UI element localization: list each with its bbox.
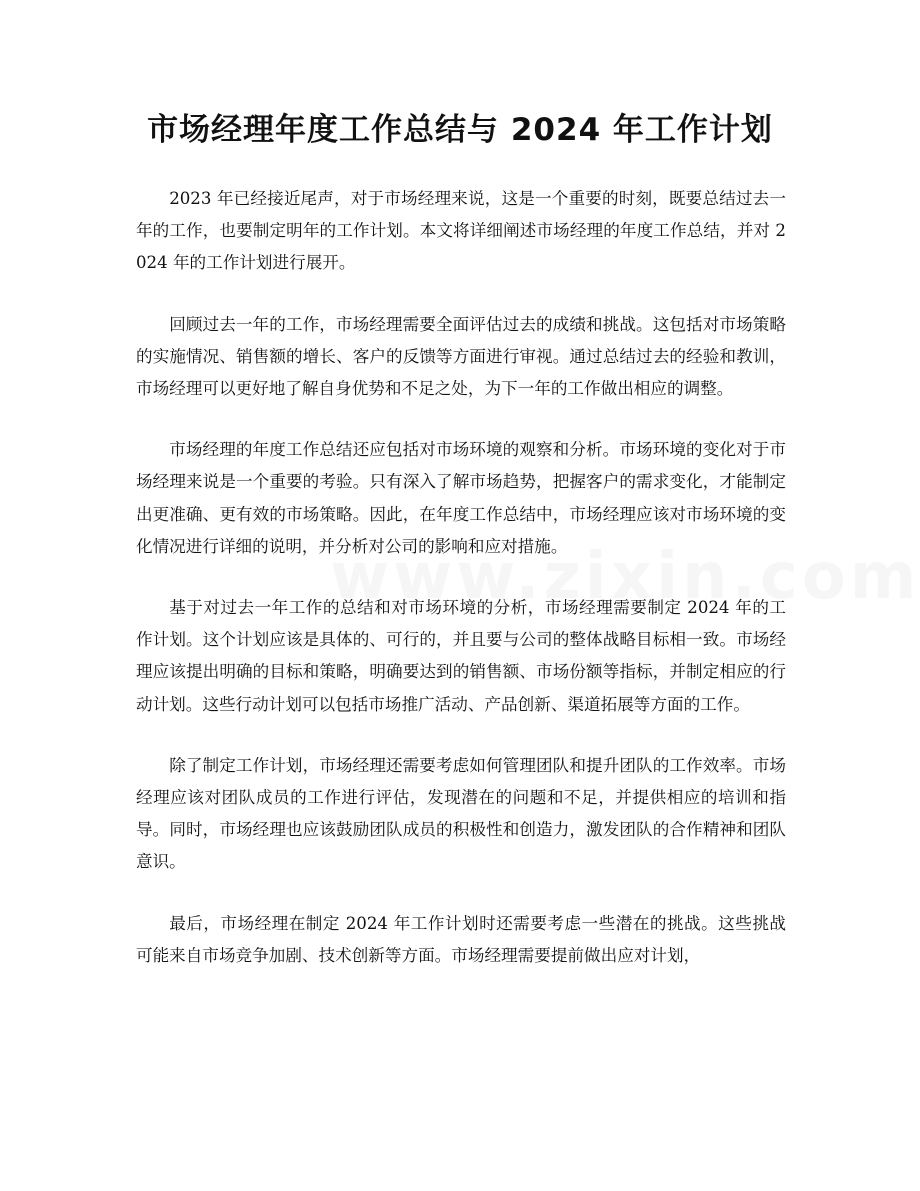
paragraph-market-analysis: 市场经理的年度工作总结还应包括对市场环境的观察和分析。市场环境的变化对于市场经理来说是一个重要的考验。只有深入了解市场趋势，把握客户的需求变化，才能制定出更准确、更有效的市场策略。因此，在年度工作总结中，市场经理应该对市场环境的变化情况进行详细的说明，并分析对公司的影响和应对措施。	[136, 440, 786, 556]
document-title: 市场经理年度工作总结与 2024 年工作计划	[147, 112, 773, 148]
paragraph-team-management: 除了制定工作计划，市场经理还需要考虑如何管理团队和提升团队的工作效率。市场经理应该对团队成员的工作进行评估，发现潜在的问题和不足，并提供相应的培训和指导。同时，市场经理也应该鼓励团队成员的积极性和创造力，激发团队的合作精神和团队意识。	[136, 755, 786, 872]
document-body	[136, 183, 786, 1001]
paragraph-intro: 2023 年已经接近尾声，对于市场经理来说，这是一个重要的时刻，既要总结过去一年的工作，也要制定明年的工作计划。本文将详细阐述市场经理的年度工作总结，并对 2024 年的工作计划进行展开。	[136, 189, 786, 273]
paragraph-challenges: 最后，市场经理在制定 2024 年工作计划时还需要考虑一些潜在的挑战。这些挑战可能来自市场竞争加剧、技术创新等方面。市场经理需要提前做出应对计划，	[136, 913, 786, 965]
paragraph-work-plan: 基于对过去一年工作的总结和对市场环境的分析，市场经理需要制定 2024 年的工作计划。这个计划应该是具体的、可行的，并且要与公司的整体战略目标相一致。市场经理应该提出明确的目标和策略，明确要达到的销售额、市场份额等指标，并制定相应的行动计划。这些行动计划可以包括市场推广活动、产品创新、渠道拓展等方面的工作。	[136, 598, 786, 714]
paragraph-review: 回顾过去一年的工作，市场经理需要全面评估过去的成绩和挑战。这包括对市场策略的实施情况、销售额的增长、客户的反馈等方面进行审视。通过总结过去的经验和教训，市场经理可以更好地了解自身优势和不足之处，为下一年的工作做出相应的调整。	[136, 314, 786, 399]
